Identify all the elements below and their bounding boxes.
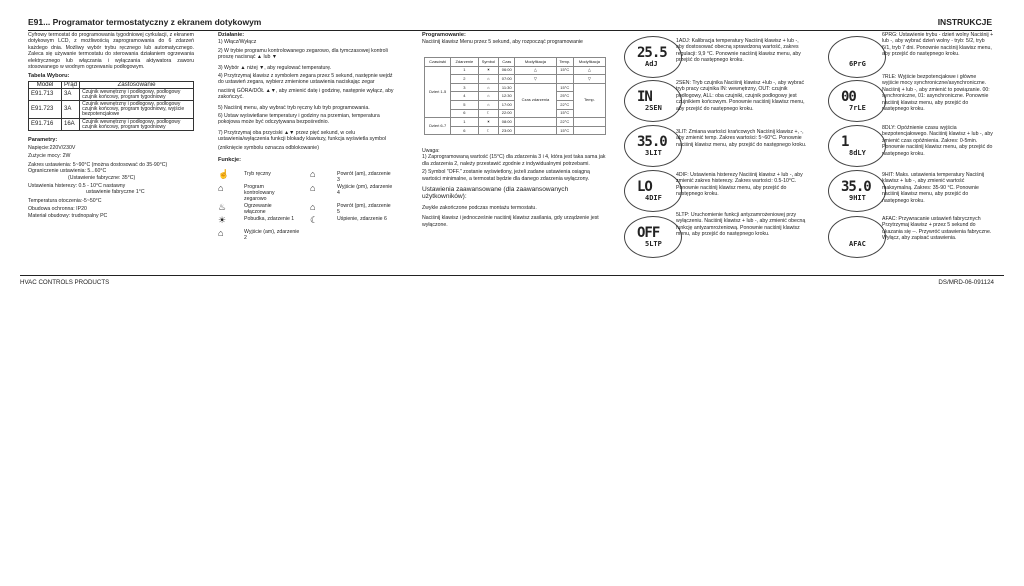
- flame-icon: ♨: [218, 202, 227, 212]
- function-label: Ogrzewanie włączone: [244, 203, 272, 215]
- param-line: Ograniczenie ustawienia: 5...60°C: [28, 168, 107, 175]
- setting-text: 6PRG: Ustawienie trybu - dzień wolny Naciśnij + lub -, aby wybrać dzień wolny - tryb: 5/2, tryb 6/1, tryb 7 dni. Ponownie naciśnij klawisz menu, aby przejść do następnego kroku.: [882, 32, 994, 58]
- temp-label: Temp.: [573, 83, 605, 117]
- column-operation: [218, 32, 396, 165]
- sched-cell: 08:00: [499, 118, 515, 127]
- lcd-code: 3LIT: [645, 149, 662, 157]
- setting-text: 3LIT: Zmiana wartości krańcowych Naciśnij klawisz +, -, aby zmienić temp. Zakres wartości: 5~60°C. Ponownie naciśnij klawisz menu, aby przejść do następnego kroku.: [676, 129, 807, 148]
- sched-cell: [556, 75, 573, 84]
- cell-model: E91.723: [29, 101, 62, 119]
- sched-cell: 15°C: [556, 83, 573, 92]
- sched-cell: [573, 126, 605, 135]
- operation-step: 4) Przytrzymaj klawisz z symbolem zegara przez 5 sekund, następnie wejdź do ustawień zegara, wybierz zmienione ustawienia naciskając zegar: [218, 73, 393, 86]
- function-label: Tryb ręczny: [244, 171, 271, 177]
- lcd-display: [624, 36, 682, 78]
- sched-cell: ▽: [515, 75, 556, 84]
- sun-icon: ☀: [478, 66, 499, 75]
- header-model: Model: [29, 81, 62, 88]
- house-leave-icon: ⌂: [478, 92, 499, 101]
- sched-header: Modyfikacja: [515, 58, 556, 67]
- sched-cell: 15°C: [556, 126, 573, 135]
- param-line: Zużycie mocy: 2W: [28, 153, 71, 160]
- lcd-display: [624, 80, 682, 122]
- operation-step: 6) Ustaw wyświetlane temperatury i godziny na przemian, temperatura pokojowa może być odczytywana bezpośrednio.: [218, 113, 380, 126]
- operation-step: (zniknięcie symbolu oznacza odblokowanie): [218, 144, 319, 151]
- footer-doc-code: DS/MRD-06-091124: [938, 279, 994, 286]
- house-icon: ⌂: [218, 183, 224, 193]
- document-title: E91... Programator termostatyczny z ekranem dotykowym: [28, 17, 262, 27]
- sched-cell: [573, 118, 605, 127]
- programming-intro: Naciśnij klawisz Menu przez 5 sekund, aby rozpocząć programowanie: [422, 39, 583, 46]
- table-row: [425, 75, 606, 84]
- lcd-code: 8dLY: [849, 149, 866, 157]
- note-line: 2) Symbol "OFF." zostanie wyświetlony, jeżeli zadane ustawienia osiągną wartości minimalne, a termostat będzie dla danego zdarzenia wyłączony.: [422, 169, 590, 182]
- model-table: [28, 81, 194, 132]
- lcd-display: [624, 170, 682, 212]
- lcd-value: 35.0: [637, 134, 667, 150]
- cell-model: E91.716: [29, 119, 62, 131]
- function-label: Powrót (am), zdarzenie 3: [337, 171, 391, 183]
- sched-cell: △: [573, 66, 605, 75]
- notes-title: Uwaga:: [422, 148, 440, 154]
- sched-cell: [515, 118, 556, 127]
- sched-cell: [515, 126, 556, 135]
- advanced-text: Naciśnij klawisz i jednocześnie naciśnij klawisz zasilania, gdy urządzenie jest wyłączone.: [422, 215, 599, 228]
- operation-step: 7) Przytrzymaj oba przyciski ▲▼ przez pięć sekund, w celu ustawienia/wyłączenia funkcji blokady klawiszy, funkcja wyświetla symbol: [218, 129, 386, 143]
- lcd-code: 5LTP: [645, 240, 662, 248]
- table-row: [29, 119, 194, 131]
- table-row: [425, 126, 606, 135]
- cell-amp: 16A: [62, 119, 80, 131]
- operation-step: 5) Naciśnij menu, aby wybrać tryb ręczny lub tryb programowania.: [218, 104, 370, 111]
- programming-notes: [422, 148, 608, 230]
- sched-cell: 06:00: [499, 66, 515, 75]
- programming-title: Programowanie:: [422, 32, 466, 38]
- cell-use: Czujnik wewnętrzny i podłogowy, podłogowy czujnik końcowy, program tygodniowy: [80, 89, 194, 101]
- table-row: [29, 89, 194, 101]
- lcd-value: 25.5: [637, 45, 667, 61]
- moon-icon: ☾: [478, 109, 499, 118]
- sched-cell: 15°C: [556, 109, 573, 118]
- sched-cell: 23:00: [499, 126, 515, 135]
- house-leave-icon: ⌂: [218, 228, 224, 238]
- sched-cell: 07:00: [499, 75, 515, 84]
- advanced-title: Ustawienia zaawansowane (dla zaawansowanych użytkowników):: [422, 186, 569, 201]
- param-line: Obudowa ochronna: IP20: [28, 206, 87, 213]
- function-label: Powrót (pm), zdarzenie 5: [337, 203, 391, 215]
- lcd-value: IN: [637, 89, 652, 105]
- setting-text: 4DIF: Ustawienia histerezy Naciśnij klawisz + lub -, aby zmienić zakres histerezy. Zakres wartości: 0.5-10°C. Ponownie naciśnij klawisz menu, aby przejść do następnego kroku.: [676, 172, 803, 198]
- param-line: Napięcie:220V/230V: [28, 144, 76, 151]
- document-footer: [20, 275, 1004, 286]
- footer-company: HVAC CONTROLS PRODUCTS: [20, 279, 110, 286]
- setting-text: AFAC: Przywracanie ustawień fabrycznych Przytrzymaj klawisz + przez 5 sekund do ukazania się --. Przywróć ustawienia fabryczne. Wyłącz, aby zapisać ustawienia.: [882, 216, 992, 242]
- setting-text: 5LTP: Uruchomienie funkcji antyzamrożeniowej przy wyłączeniu. Naciśnij klawisz + lub -, aby zmienić obecną funkcję antyzamrożeniową. Ponownie naciśnij klawisz menu, aby przejść do następnego kroku.: [676, 212, 806, 238]
- sched-cell: 1: [451, 118, 478, 127]
- day-label: Dzień 1-5: [425, 66, 451, 118]
- sched-cell: 22°C: [556, 100, 573, 109]
- function-label: Pobudka, zdarzenie 1: [244, 216, 295, 222]
- cell-model: E91.713: [29, 89, 62, 101]
- house-return-icon: ⌂: [478, 100, 499, 109]
- lcd-code: 2SEN: [645, 104, 662, 112]
- function-label: Program kontrolowany zegarowo: [244, 184, 275, 202]
- schedule-header-row: [425, 58, 606, 67]
- sched-cell: 15°C: [556, 66, 573, 75]
- setting-text: 2SEN: Tryb czujnika Naciśnij klawisz +lub -, aby wybrać tryb pracy czujnika IN: wewnętrzny, OUT: czujnik podłogowy, ALL: oba czujniki, czujnik podłogowy jest czujnikiem końcowym. Ponownie naciśnij klawisz menu, aby przejść do następnego kroku.: [676, 80, 805, 112]
- table-title: Tabela Wyboru:: [28, 73, 70, 80]
- cell-use: Czujnik wewnętrzny i podłogowy, podłogowy czujnik końcowy, program tygodniowy: [80, 119, 194, 131]
- lcd-code: 4DIF: [645, 194, 662, 202]
- sched-cell: 22°C: [556, 118, 573, 127]
- setting-text: 1ADJ: Kalibracja temperatury Naciśnij klawisz + lub -, aby dostosować obecną sprawdzoną wartość, zakres regulacji: 9,9 °C. Ponownie naciśnij klawisz menu, aby przejść do następnego kroku.: [676, 38, 801, 64]
- lcd-display: [624, 216, 682, 258]
- header-use: Zastosowanie: [80, 81, 194, 88]
- hand-icon: ☝: [218, 169, 230, 179]
- lcd-code: 9HIT: [849, 194, 866, 202]
- sched-header: Zdarzenie: [451, 58, 478, 67]
- column-intro: [28, 32, 194, 221]
- operation-step: 2) W trybie programu kontrolowanego zegarowo, dla tymczasowej kontroli proszę nacisnąć ▲ lub ▼: [218, 47, 388, 61]
- sched-cell: 12:30: [499, 92, 515, 101]
- header-amp: Prąd: [62, 81, 80, 88]
- table-row: [425, 118, 606, 127]
- cell-amp: 3A: [62, 89, 80, 101]
- sched-cell: 1: [451, 66, 478, 75]
- operation-step: naciśnij GÓRA/DÓŁ ▲▼, aby zmienić datę i godzinę, następnie wyłącz, aby zakończyć.: [218, 87, 394, 101]
- functions-title: Funkcje:: [218, 157, 242, 164]
- lcd-display: [624, 125, 682, 167]
- lcd-display: [828, 80, 886, 122]
- operation-step: 1) Włącz/Wyłącz: [218, 39, 257, 46]
- sched-header: Temp.: [556, 58, 573, 67]
- lcd-code: 6PrG: [849, 60, 866, 68]
- lcd-code: AdJ: [645, 60, 658, 68]
- sched-header: Czasówki: [425, 58, 451, 67]
- param-line: (Ustawienie fabryczne: 35°C): [68, 174, 136, 181]
- time-label: Czas zdarzenia: [515, 83, 556, 117]
- sched-cell: 11:30: [499, 83, 515, 92]
- house-return-icon: ⌂: [478, 83, 499, 92]
- intro-text: Cyfrowy termostat do programowania tygodniowej cyrkulacji, z ekranem dotykowym LCD, z możliwością zaprogramowania do 6 zdarzeń każdego dnia. Możliwy wybór trybu ręcznego lub automatycznego. Zaleca się używanie termostatu do sterowania działaniem ogrzewania elektrycznego lub włączania i wyłączania aktywatora zaworu stosowanego w wodnym ogrzewaniu podłogowym.: [28, 32, 194, 71]
- cell-amp: 3A: [62, 101, 80, 119]
- day-label: Dzień 6-7: [425, 118, 451, 135]
- function-label: Uśpienie, zdarzenie 6: [337, 216, 387, 222]
- sched-cell: 3: [451, 83, 478, 92]
- lcd-display: [828, 216, 886, 258]
- param-line: Temperatura otoczenia:-5~50°C: [28, 197, 102, 204]
- setting-text: 9HIT: Maks. ustawienia temperatury Naciśnij klawisz + lub -, aby zmienić wartość maksymalną. Zakres: 35-90 °C. Ponownie naciśnij klawisz menu, aby przejść do następnego kroku.: [882, 172, 985, 204]
- house-return-icon: ⌂: [310, 169, 316, 179]
- house-leave-icon: ⌂: [310, 183, 316, 193]
- table-row: [425, 83, 606, 92]
- moon-icon: ☾: [310, 215, 319, 225]
- setting-text: 7RLE: Wyjście bezpotencjałowe i główne wyjście mocy synchroniczne/asynchroniczne. Naciśnij + lub -, aby zmienić to powiązanie. 00: synchroniczne, 01: asynchroniczne. Ponownie naciśnij klawisz menu, aby przejść do następnego kroku.: [882, 74, 990, 113]
- setting-text: 8DLY: Opóźnienie czasu wyjścia bezpotencjałowego. Naciśnij klawisz + lub -, aby zmienić czas opóźnienia. Zakres: 0-5min. Ponownie naciśnij klawisz menu, aby przejść do następnego kroku.: [882, 125, 993, 157]
- param-line: Zakres ustawienia: 5~90°C (można dostosować do 35-90°C): [28, 161, 168, 168]
- table-header-row: [29, 81, 194, 88]
- param-line: ustawienie fabryczne 1°C: [86, 189, 145, 196]
- lcd-value: LO: [637, 179, 652, 195]
- table-row: [29, 101, 194, 119]
- sched-cell: 4: [451, 92, 478, 101]
- sched-cell: ▽: [573, 75, 605, 84]
- lcd-value: 1: [841, 134, 849, 150]
- document-header: [28, 17, 992, 31]
- moon-icon: ☾: [478, 126, 499, 135]
- sched-cell: 6: [451, 109, 478, 118]
- lcd-code: AFAC: [849, 240, 866, 248]
- operation-title: Działanie:: [218, 32, 245, 38]
- sched-cell: 25°C: [556, 92, 573, 101]
- sched-header: Czas: [499, 58, 515, 67]
- param-line: Ustawienia histerezy: 0.5 - 10°C nastawny: [28, 182, 126, 189]
- sched-cell: 22:00: [499, 109, 515, 118]
- note-line: 1) Zaprogramowaną wartość (15°C) dla zdarzenia 3 i 4, która jest taka sama jak dla zdarzenia 2, należy przestawić zgodnie z indywidualnymi potrzebami.: [422, 154, 606, 167]
- lcd-code: 7rLE: [849, 104, 866, 112]
- lcd-display: [828, 125, 886, 167]
- table-row: [425, 66, 606, 75]
- column-programming: [422, 32, 608, 48]
- sched-cell: 5: [451, 100, 478, 109]
- sched-header: Modyfikacja: [573, 58, 605, 67]
- params-title: Parametry:: [28, 137, 58, 144]
- instructions-label: INSTRUKCJE: [937, 17, 992, 27]
- sched-cell: 2: [451, 75, 478, 84]
- lcd-value: 35.0: [841, 179, 871, 195]
- function-label: Wyjście (pm), zdarzenie 4: [337, 184, 393, 196]
- lcd-value: OFF: [637, 225, 660, 241]
- operation-step: 3) Wybór ▲ niżej ▼, aby regulować temperaturę.: [218, 64, 332, 71]
- sun-icon: ☀: [478, 118, 499, 127]
- cell-use: Czujnik wewnętrzny i podłogowy, podłogowy czujnik końcowy, program tygodniowy, wyjście bezpotencjałowe: [80, 101, 194, 119]
- schedule-table: [424, 57, 606, 135]
- sched-cell: 6: [451, 126, 478, 135]
- function-label: Wyjście (am), zdarzenie 2: [244, 229, 300, 241]
- lcd-display: [828, 36, 886, 78]
- sun-icon: ☀: [218, 215, 227, 225]
- lcd-display: [828, 170, 886, 212]
- sched-header: Symbol: [478, 58, 499, 67]
- param-line: Materiał obudowy: trudnopalny PC: [28, 212, 108, 219]
- house-leave-icon: ⌂: [478, 75, 499, 84]
- lcd-value: 00: [841, 89, 856, 105]
- house-return-icon: ⌂: [310, 202, 316, 212]
- sched-cell: △: [515, 66, 556, 75]
- sched-cell: 17:00: [499, 100, 515, 109]
- advanced-subtitle: Zwykle zakończone podczas montażu termostatu.: [422, 204, 537, 211]
